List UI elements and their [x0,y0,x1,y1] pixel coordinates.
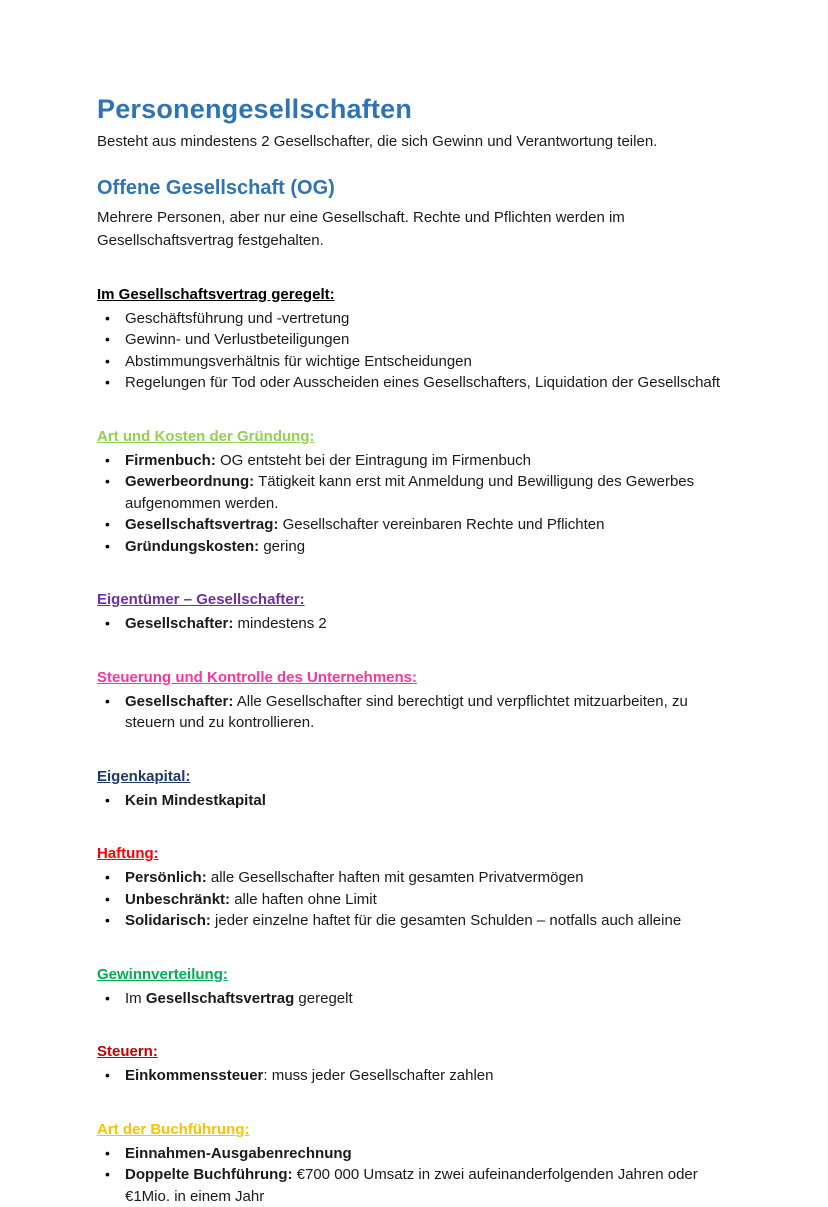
list-item-bold-text: Gesellschafter: [125,693,233,710]
bullet-list [97,790,730,812]
list-item-bold-text: Gesellschafter: [125,615,233,632]
list-item-text: Alle Gesellschafter sind berechtigt und verpflichtet mitzuarbeiten, zu steuern und zu kontrollieren. [125,693,688,732]
page-title: Personengesellschaften [97,94,730,125]
list-item-bold-text: Persönlich: [125,869,207,886]
bullet-list [97,867,730,932]
section-heading: Art und Kosten der Gründung: [97,428,730,445]
list-item [97,514,730,536]
list-item [97,988,730,1010]
list-item [97,790,730,812]
list-item-text: Regelungen für Tod oder Ausscheiden eines Gesellschafters, Liquidation der Gesellschaft [125,374,720,391]
list-item-text: Abstimmungsverhältnis für wichtige Entscheidungen [125,353,472,370]
list-item [97,1065,730,1087]
list-item-text: Tätigkeit kann erst mit Anmeldung und Bewilligung des Gewerbes aufgenommen werden. [125,473,694,512]
list-item [97,910,730,932]
list-item-text: : muss jeder Gesellschafter zahlen [263,1067,493,1084]
list-item [97,450,730,472]
list-item-bold-text: Gesellschaftsvertrag [146,990,294,1007]
list-item [97,889,730,911]
bullet-list [97,988,730,1010]
list-item-text: alle Gesellschafter haften mit gesamten Privatvermögen [207,869,584,886]
list-item-bold-text: Einnahmen-Ausgabenrechnung [125,1145,352,1162]
section-title-og: Offene Gesellschaft (OG) [97,177,730,200]
list-item-text: alle haften ohne Limit [230,891,377,908]
list-item [97,471,730,514]
list-item-bold-text: Solidarisch: [125,912,211,929]
list-item-text: Gewinn- und Verlustbeteiligungen [125,331,349,348]
section-heading: Gewinnverteilung: [97,966,730,983]
bullet-list [97,691,730,734]
list-item-text: jeder einzelne haftet für die gesamten Schulden – notfalls auch alleine [211,912,681,929]
list-item-text: Geschäftsführung und -vertretung [125,310,349,327]
list-item [97,1143,730,1165]
list-item [97,691,730,734]
list-item-text: Im [125,990,146,1007]
list-item-text: €700 000 Umsatz in zwei aufeinanderfolgenden Jahren oder €1Mio. in einem Jahr [125,1166,698,1205]
bullet-list [97,450,730,558]
list-item-bold-text: Kein Mindestkapital [125,792,266,809]
section-heading: Eigenkapital: [97,768,730,785]
list-item-bold-text: Gewerbeordnung: [125,473,254,490]
section-heading: Im Gesellschaftsvertrag geregelt: [97,286,730,303]
list-item [97,351,730,373]
bullet-list [97,613,730,635]
list-item-bold-text: Doppelte Buchführung: [125,1166,292,1183]
list-item-text: geregelt [294,990,352,1007]
bullet-list [97,308,730,394]
list-item [97,613,730,635]
section-heading: Haftung: [97,845,730,862]
list-item-text: OG entsteht bei der Eintragung im Firmenbuch [216,452,531,469]
list-item-bold-text: Gründungskosten: [125,538,259,555]
list-item [97,536,730,558]
intro-paragraph: Besteht aus mindestens 2 Gesellschafter, die sich Gewinn und Verantwortung teilen. [97,131,730,153]
section-heading: Steuerung und Kontrolle des Unternehmens: [97,669,730,686]
list-item-bold-text: Einkommenssteuer [125,1067,263,1084]
list-item-text: mindestens 2 [233,615,326,632]
list-item-bold-text: Gesellschaftsvertrag: [125,516,278,533]
list-item-bold-text: Firmenbuch: [125,452,216,469]
list-item [97,372,730,394]
bullet-list [97,1143,730,1207]
list-item-text: gering [259,538,305,555]
list-item-text: Gesellschafter vereinbaren Rechte und Pflichten [278,516,604,533]
section-heading: Eigentümer – Gesellschafter: [97,591,730,608]
sections [97,286,730,1207]
bullet-list [97,1065,730,1087]
section-heading: Steuern: [97,1043,730,1060]
list-item [97,329,730,351]
section-heading: Art der Buchführung: [97,1121,730,1138]
list-item [97,1164,730,1207]
og-description-paragraph: Mehrere Personen, aber nur eine Gesellschaft. Rechte und Pflichten werden im Gesellschaftsvertrag festgehalten. [97,206,730,252]
list-item [97,867,730,889]
list-item-bold-text: Unbeschränkt: [125,891,230,908]
list-item [97,308,730,330]
